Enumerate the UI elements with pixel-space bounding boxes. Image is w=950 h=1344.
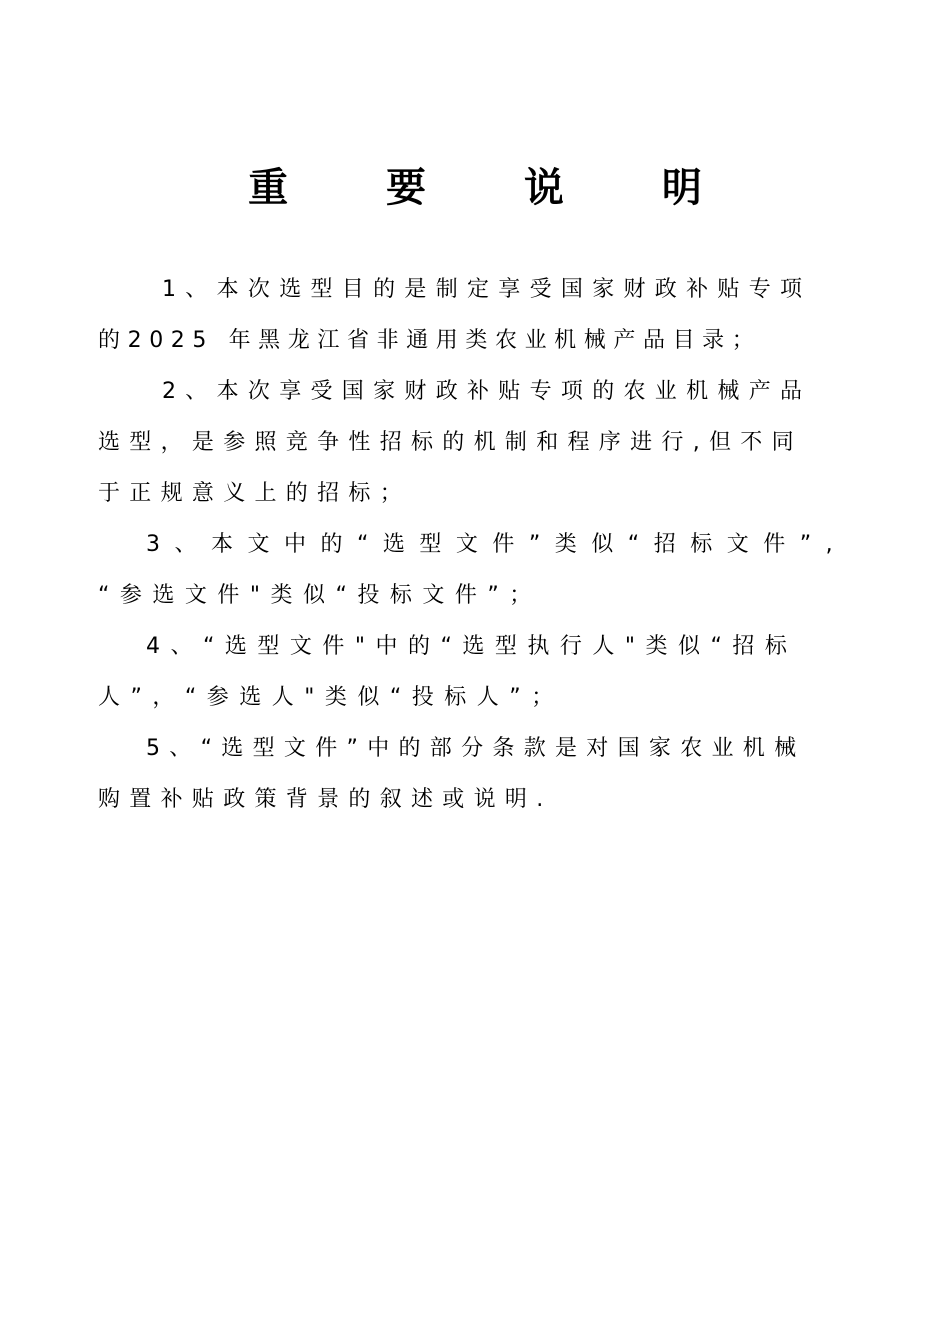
paragraph-4-line-1: 4、“选型文件"中的“选型执行人"类似“招标	[146, 634, 798, 659]
paragraph-5-line-1: 5、“选型文件”中的部分条款是对国家农业机械	[146, 736, 806, 761]
paragraph-2-line-1: 2、本次享受国家财政补贴专项的农业机械产品	[162, 379, 812, 404]
paragraph-3-line-2: “参选文件"类似“投标文件”；	[98, 583, 542, 608]
paragraph-4-line-2: 人”，“参选人"类似“投标人”；	[98, 685, 564, 710]
paragraph-1-line-2: 的2025 年黑龙江省非通用类农业机械产品目录；	[98, 328, 762, 353]
paragraph-5-line-2: 购置补贴政策背景的叙述或说明.	[98, 787, 553, 812]
paragraph-2-line-3: 于正规意义上的招标；	[98, 481, 412, 506]
paragraph-2-line-2: 选型，是参照竞争性招标的机制和程序进行,但不同	[98, 430, 803, 455]
paragraph-3-line-1: 3、本文中的“选型文件”类似“招标文件”,	[146, 532, 848, 557]
page-title: 重 要 说 明	[248, 165, 744, 211]
document-body	[98, 264, 850, 825]
paragraph-1-line-1: 1、本次选型目的是制定享受国家财政补贴专项	[162, 277, 812, 302]
